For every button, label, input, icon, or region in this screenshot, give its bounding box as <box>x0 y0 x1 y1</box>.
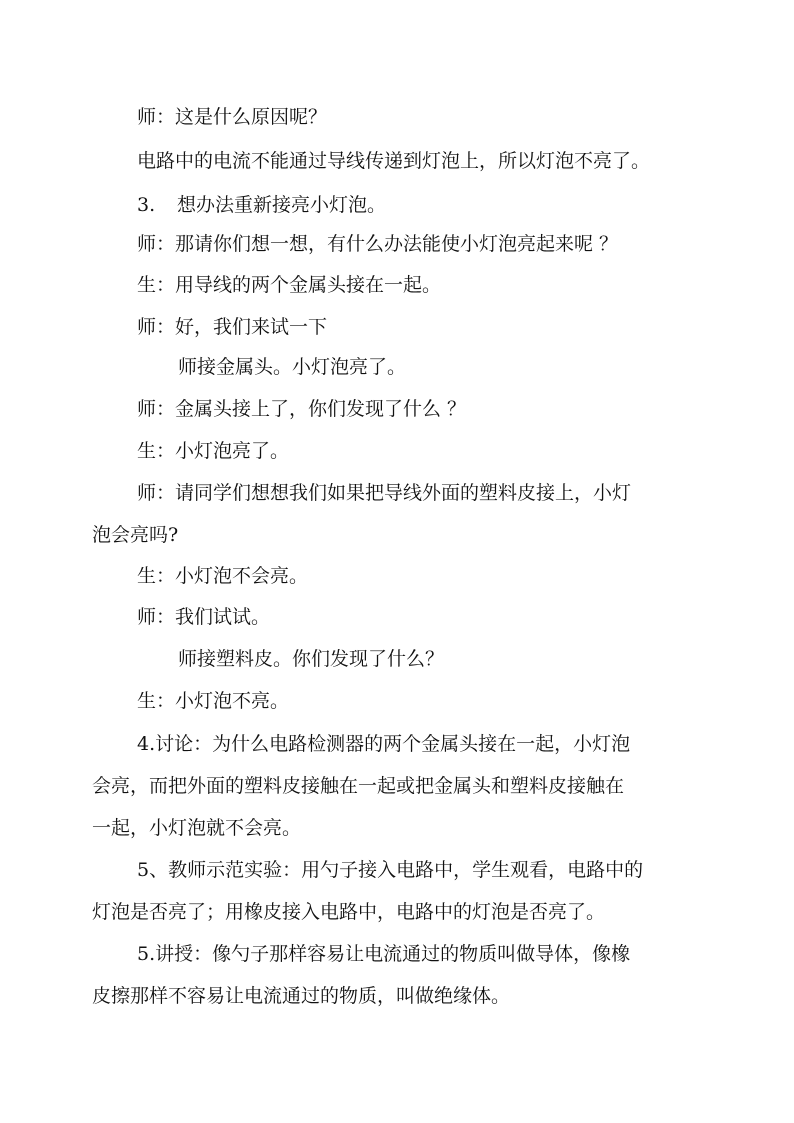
paragraph-line: 生：小灯泡不亮。 <box>137 690 290 712</box>
paragraph-line: 师：这是什么原因呢？ <box>137 106 328 128</box>
paragraph-line: 师：请同学们想想我们如果把导线外面的塑料皮接上，小灯 <box>137 482 632 504</box>
paragraph-line: 5、教师示范实验：用勺子接入电路中，学生观看，电路中的 <box>137 859 644 881</box>
paragraph-line: 一起，小灯泡就不会亮。 <box>92 817 302 839</box>
paragraph-line: 师：好，我们来试一下 <box>137 316 328 338</box>
numbered-step <box>137 192 386 218</box>
paragraph-line: 师接塑料皮。你们发现了什么？ <box>178 648 445 670</box>
paragraph-line: 5.讲授：像勺子那样容易让电流通过的物质叫做导体，像橡 <box>137 943 631 965</box>
paragraph-line: 师：那请你们想一想，有什么办法能使小灯泡亮起来呢 ？ <box>137 233 619 255</box>
paragraph-line: 4.讨论：为什么电路检测器的两个金属头接在一起，小灯泡 <box>137 733 631 755</box>
paragraph-line: 电路中的电流不能通过导线传递到灯泡上，所以灯泡不亮了。 <box>137 150 651 172</box>
paragraph-line: 生：用导线的两个金属头接在一起。 <box>137 274 442 296</box>
paragraph-line: 泡会亮吗? <box>92 524 179 546</box>
paragraph-line: 师接金属头。小灯泡亮了。 <box>178 356 407 378</box>
paragraph-line: 皮擦那样不容易让电流通过的物质，叫做绝缘体。 <box>92 985 511 1007</box>
paragraph-line: 生：小灯泡亮了。 <box>137 440 290 462</box>
step-text: 想办法重新接亮小灯泡。 <box>177 194 387 216</box>
paragraph-line: 师：我们试试。 <box>137 606 271 628</box>
step-number: 3. <box>137 194 156 216</box>
paragraph-line: 灯泡是否亮了；用橡皮接入电路中，电路中的灯泡是否亮了。 <box>92 901 606 923</box>
paragraph-line: 会亮，而把外面的塑料皮接触在一起或把金属头和塑料皮接触在 <box>92 775 625 797</box>
paragraph-line: 生：小灯泡不会亮。 <box>137 565 309 587</box>
paragraph-line: 师：金属头接上了，你们发现了什么 ？ <box>137 398 467 420</box>
